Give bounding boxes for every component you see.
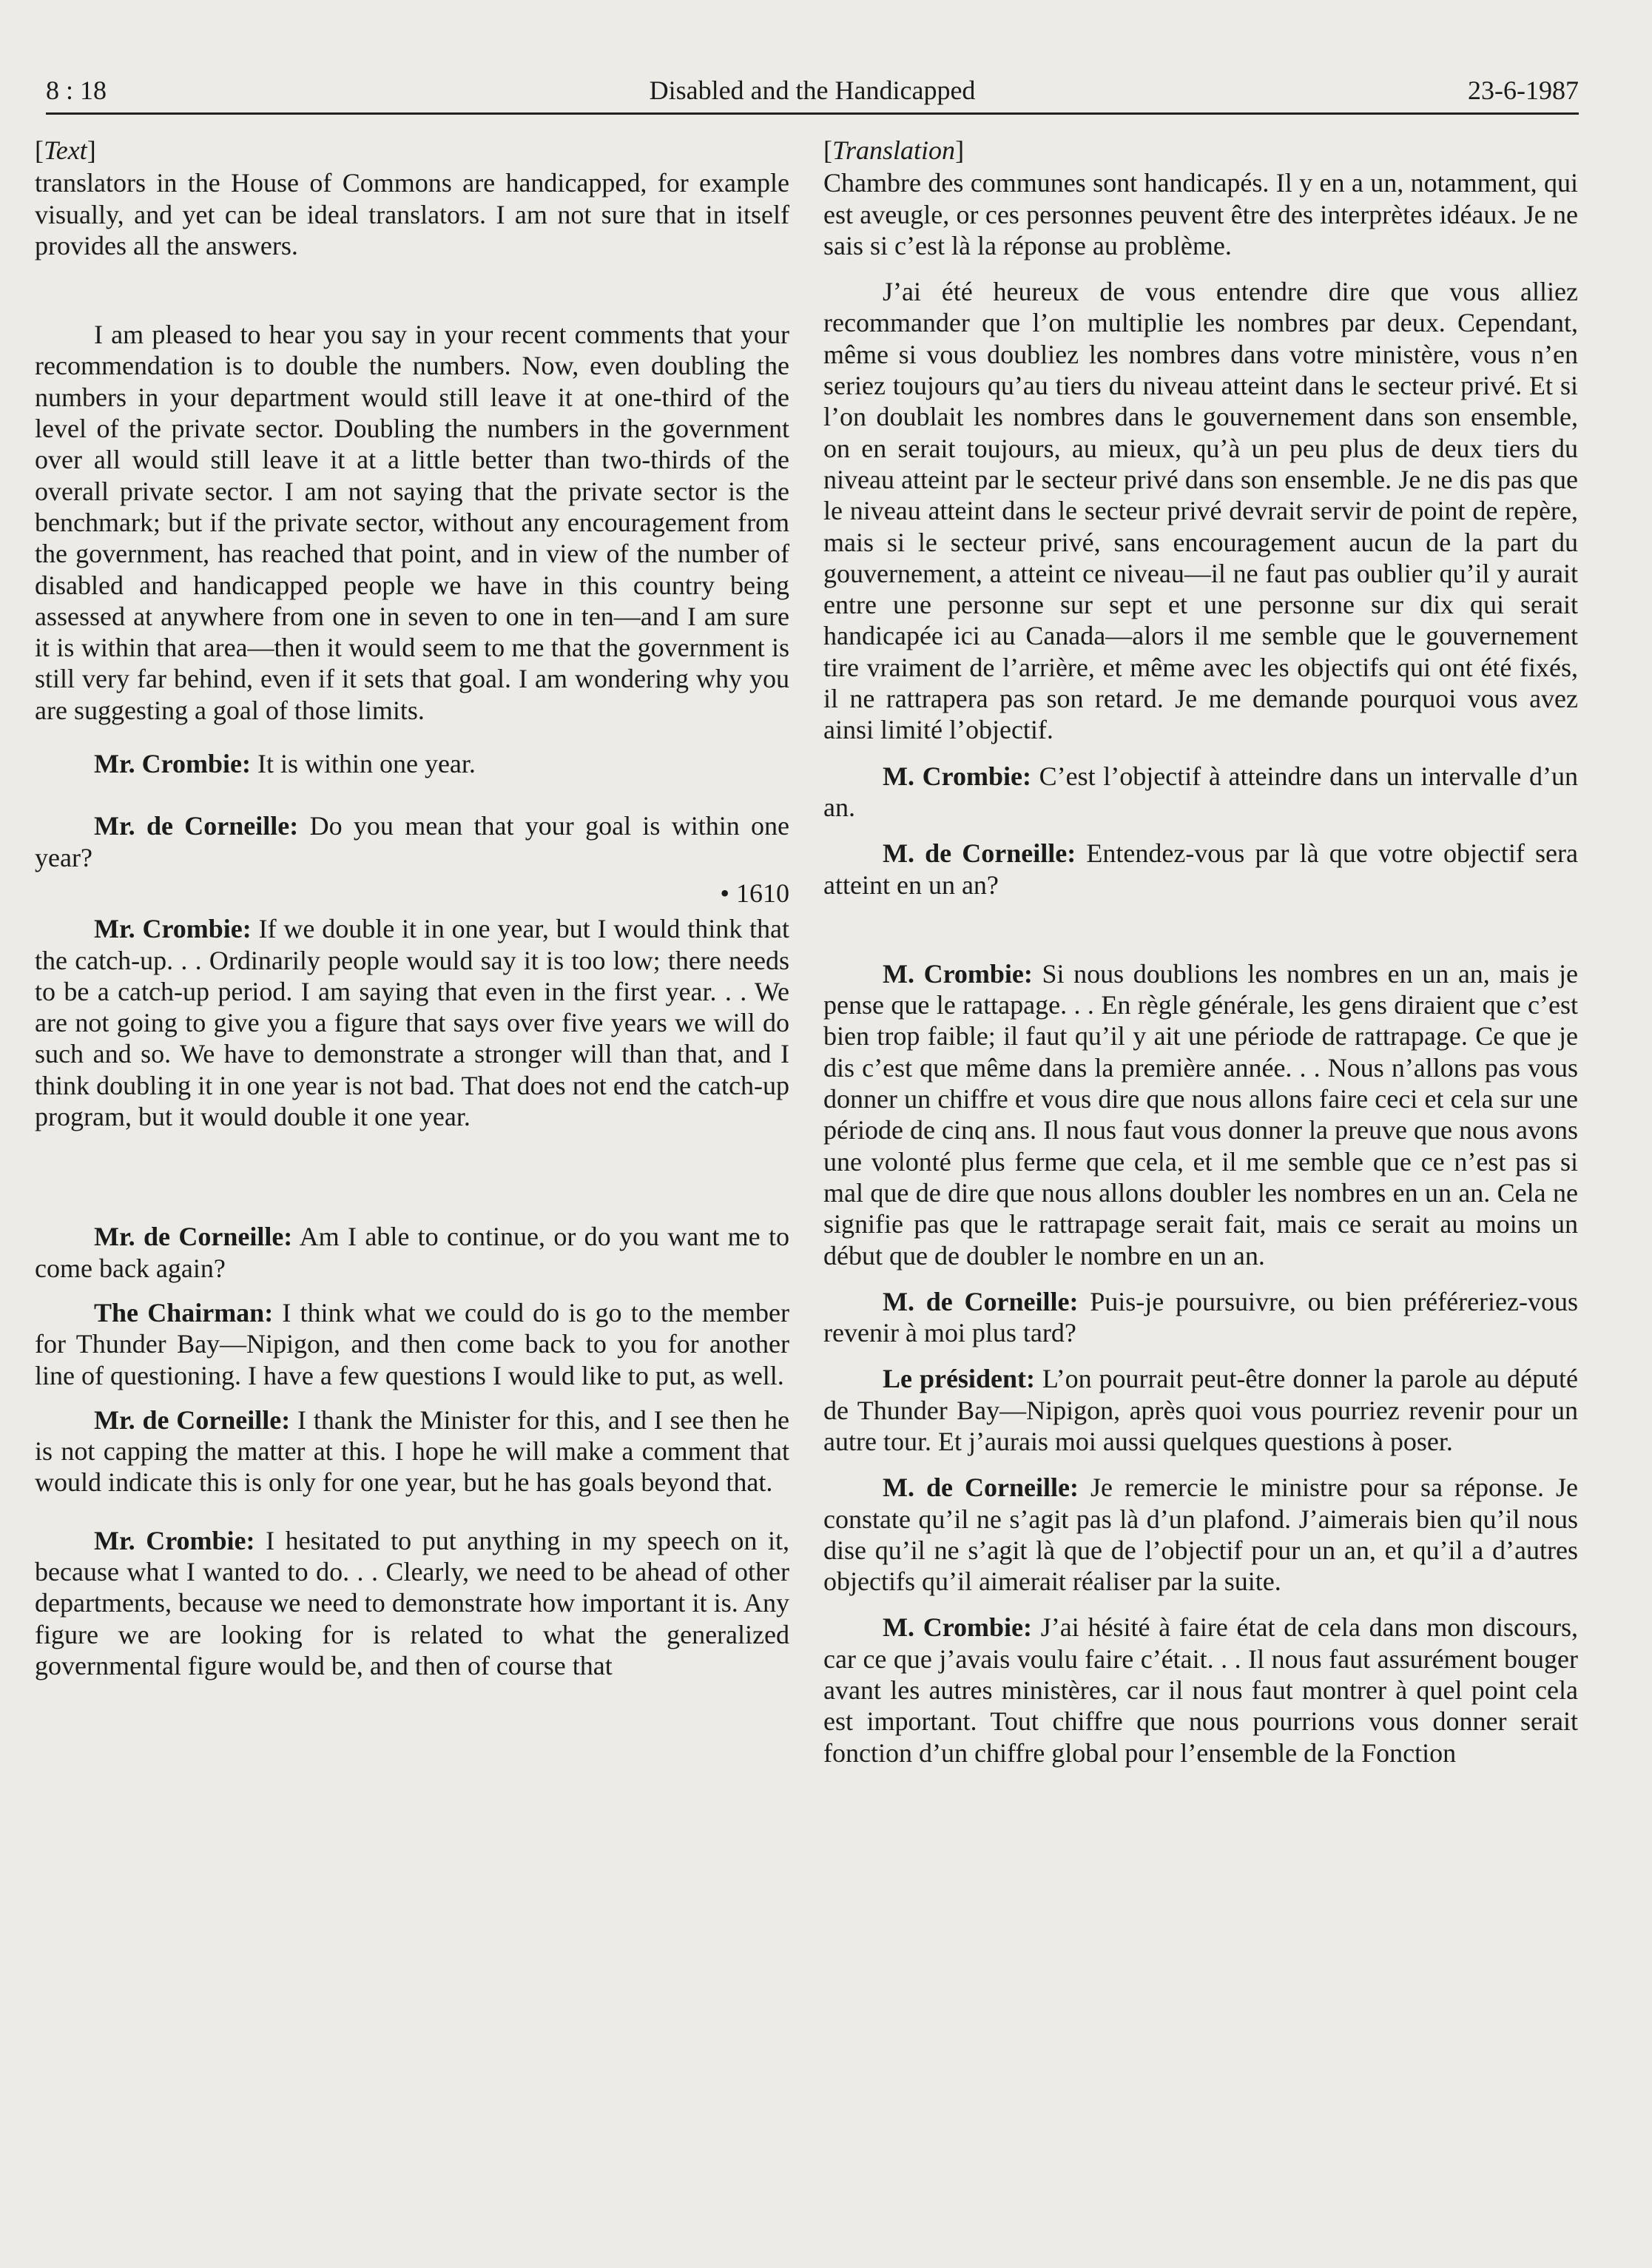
paragraph: J’ai été heureux de vous entendre dire que vous alliez recommander que l’on multiplie les nombres par deux. Cependant, même si vous doubliez les nombres dans votre ministère, vous n’en seriez toujours qu’au tiers du niveau atteint dans le secteur privé. Et si l’on doublait les nombres dans le gouvernement dans son ensemble, on en serait toujours, au mieux, qu’à un peu plus de deux tiers du niveau atteint par le secteur privé dans son ensemble. Je ne dis pas que le niveau atteint dans le secteur privé devrait servir de point de repère, mais si le secteur privé, sans encouragement aucun de la part du gouvernement, a atteint ce niveau—il ne faut pas oublier qu’il y aurait entre une personne sur sept et une personne sur dix qui serait handicapée ici au Canada—alors il me semble que le gouvernement tire vraiment de l’arrière, et même avec les objectifs qui ont été fixés, il ne rattrapera pas son retard. Je me demande pourquoi vous avez ainsi limité l’objectif.: [823, 277, 1578, 745]
paragraph: translators in the House of Commons are handicapped, for example visually, and yet can be ideal translators. I am not sure that in itself provides all the answers.: [35, 168, 789, 260]
speaker-name: Mr. Crombie:: [94, 749, 251, 779]
speech-text: L’on pourrait peut-être donner la parole au député de Thunder Bay—Nipigon, après quoi vous pourriez revenir pour un autre tour. Et j’aurais moi aussi quelques questions à poser.: [823, 1364, 1578, 1456]
speech-text: If we double it in one year, but I would think that the catch-up. . . Ordinarily people would say it is too low; there needs to be a catch-up period. I am saying that even in the first year. . . We are not going to give you a figure that says over five years we will do such and so. We have to demonstrate a stronger will than that, and I think doubling it in one year is not bad. That does not end the catch-up program, but it would double it one year.: [35, 914, 789, 1132]
speaker-name: M. Crombie:: [883, 958, 1033, 989]
header-title: Disabled and the Handicapped: [649, 75, 976, 105]
speech: [35, 810, 789, 873]
speaker-name: The Chairman:: [94, 1297, 274, 1328]
speech: [35, 1221, 789, 1284]
speech-text: C’est l’objectif à atteindre dans un intervalle d’un an.: [823, 761, 1579, 822]
speech-text: I think what we could do is go to the member for Thunder Bay—Nipigon, and then come back to you for another line of questioning. I have a few questions I would like to put, as well.: [35, 1297, 790, 1390]
speech-text: Si nous doublions les nombres en un an, mais je pense que le rattapage. . . En règle générale, les gens diraient que c’est bien trop faible; il faut qu’il y ait une période de rattrapage. Ce que je dis c’est que même dans la première année. . . Nous n’allons pas vous donner un chiffre et vous dire que nous allons faire ceci et cela sur une période de cinq ans. Il nous faut vous donner la preuve que nous avons une volonté plus ferme que cela, et il me semble que ce n’est pas si mal que de dire que nous allons doubler les nombres en un an. Cela ne signifie pas que le rattrapage serait fait, mais ce serait au moins un début que de doubler le nombre en un an.: [823, 958, 1578, 1271]
language-label: [Translation]: [823, 135, 965, 165]
speech: [823, 838, 1578, 901]
paragraph: Chambre des communes sont handicapés. Il y en a un, notamment, qui est aveugle, or ces personnes peuvent être des interprètes idéaux. Je ne sais si c’est là la réponse au problème.: [823, 168, 1578, 260]
speaker-name: M. de Corneille:: [883, 838, 1076, 869]
speech: [35, 1525, 789, 1681]
speech-text: Am I able to continue, or do you want me to come back again?: [35, 1222, 790, 1283]
speech-text: It is within one year.: [257, 749, 476, 779]
timestamp: • 1610: [720, 878, 789, 908]
speech: [823, 761, 1578, 824]
speech-text: I hesitated to put anything in my speech on it, because what I wanted to do. . . Clearly, we need to be ahead of other departments, because we need to demonstrate how important it is. Any figure we are looking for is related to what the generalized governmental figure would be, and then of course that: [35, 1525, 789, 1680]
speaker-name: M. Crombie:: [883, 1612, 1033, 1643]
speech-text: Puis-je poursuivre, ou bien préféreriez-vous revenir à moi plus tard?: [823, 1286, 1579, 1348]
speech: [823, 1612, 1578, 1768]
speech-text: J’ai hésité à faire état de cela dans mon discours, car ce que j’avais voulu faire c’était. . . Il nous faut assurément bouger avant les autres ministères, car il nous faut montrer à quel point cela est important. Tout chiffre que nous pourrions vous donner serait fonction d’un chiffre global pour l’ensemble de la Fonction: [823, 1612, 1579, 1768]
speech-text: Do you mean that your goal is within one year?: [35, 811, 790, 872]
speech: [35, 913, 789, 1132]
paragraph: I am pleased to hear you say in your recent comments that your recommendation is to double the numbers. Now, even doubling the numbers in your department would still leave it at one-third of the level of the private sector. Doubling the numbers in the government over all would still leave it at a little better than two-thirds of the overall private sector. I am not saying that the private sector is the benchmark; but if the private sector, without any encouragement from the government, has reached that point, and in view of the number of disabled and handicapped people we have in this country being assessed at anywhere from one in seven to one in ten—and I am sure it is within that area—then it would seem to me that the government is still very far behind, even if it sets that goal. I am wondering why you are suggesting a goal of those limits.: [35, 320, 789, 725]
speaker-name: Le président:: [883, 1364, 1035, 1394]
speaker-name: M. Crombie:: [883, 761, 1031, 791]
speech: [823, 1363, 1578, 1457]
speaker-name: Mr. Crombie:: [94, 914, 252, 944]
speech: [35, 748, 789, 779]
speech: [823, 1286, 1578, 1349]
speaker-name: Mr. de Corneille:: [94, 811, 299, 841]
english-column: [35, 135, 789, 1681]
speech: [35, 1297, 789, 1391]
language-label: [Text]: [35, 135, 96, 165]
speaker-name: Mr. de Corneille:: [94, 1222, 293, 1252]
speech-text: Entendez-vous par là que votre objectif sera atteint en un an?: [823, 838, 1579, 900]
header-date: 23-6-1987: [1468, 75, 1579, 105]
speaker-name: M. de Corneille:: [883, 1473, 1079, 1503]
page-header: [46, 74, 1579, 115]
speech: [823, 1472, 1578, 1597]
speaker-name: Mr. Crombie:: [94, 1525, 255, 1555]
speech: [823, 958, 1578, 1271]
speaker-name: Mr. de Corneille:: [94, 1404, 291, 1435]
header-page-number: 8 : 18: [46, 75, 107, 105]
speech-text: Je remercie le ministre pour sa réponse. Je constate qu’il ne s’agit pas là d’un plafond. J’aimerais bien qu’il nous dise qu’il ne s’agit là que de l’objectif pour un an, et qu’il a d’autres objectifs qu’il aimerait réaliser par la suite.: [823, 1473, 1578, 1597]
speech: [35, 1404, 789, 1498]
speaker-name: M. de Corneille:: [883, 1286, 1079, 1316]
speech-text: I thank the Minister for this, and I see then he is not capping the matter at this. I hope he will make a comment that would indicate this is only for one year, but he has goals beyond that.: [35, 1404, 789, 1498]
french-column: [823, 135, 1578, 1769]
